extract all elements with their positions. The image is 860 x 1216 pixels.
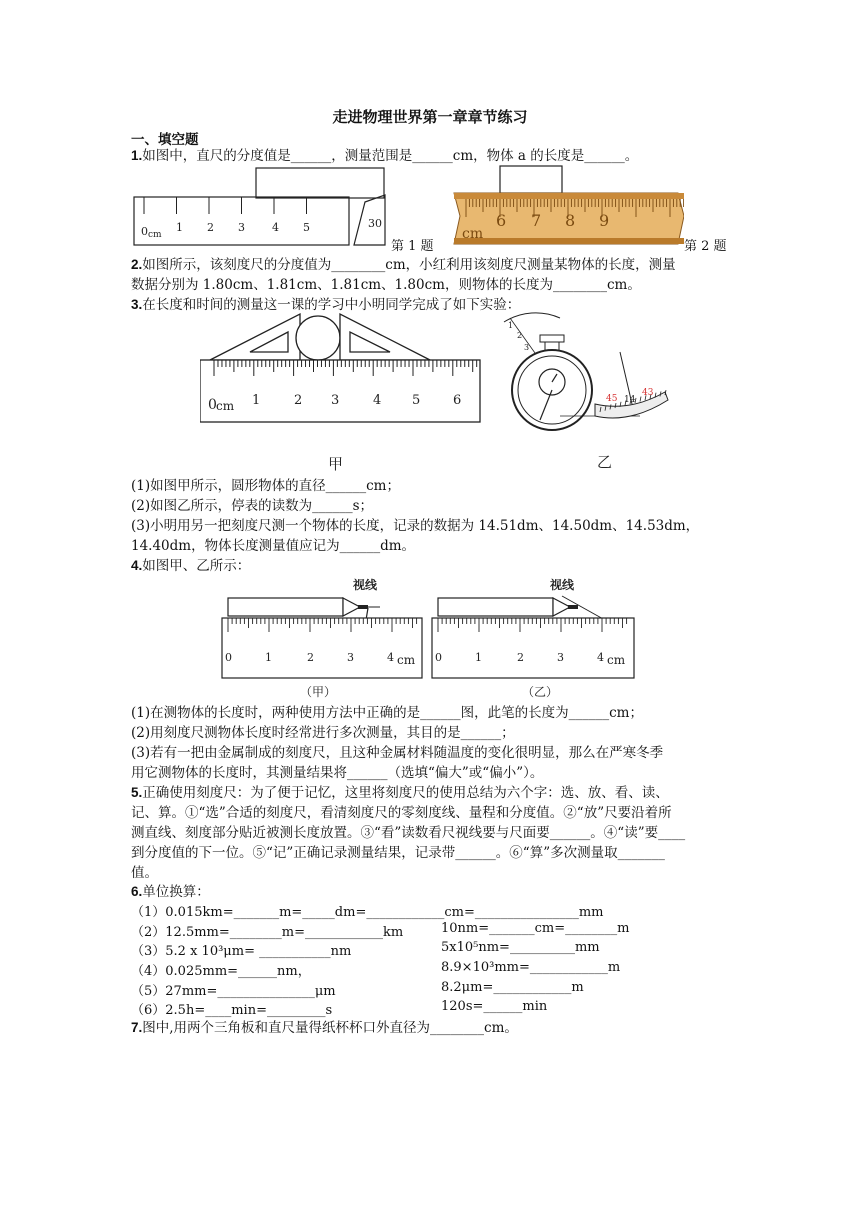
conv-row-3b: 5x10⁵nm=__________mm — [441, 940, 600, 955]
q3-sub3-line1: (3)小明用另一把刻度尺测一个物体的长度，记录的数据为 14.51dm、14.50dm、14.53dm， — [131, 518, 700, 534]
question-4: 4.如图甲、乙所示： — [131, 558, 251, 574]
q3-caption-yi: 乙 — [597, 453, 613, 471]
question-1: 1.如图中，直尺的分度值是______，测量范围是______cm，物体 a 的长度是______。 — [131, 148, 639, 164]
q3-sub1: (1)如图甲所示，圆形物体的直径______cm； — [131, 478, 400, 494]
conv-row-6b: 120s=______min — [441, 999, 548, 1014]
watch-big-label-43: 43 — [642, 388, 654, 398]
ruler1-label-0: 0 — [141, 225, 148, 238]
conv-row-4b: 8.9×10³mm=____________m — [441, 960, 621, 975]
watch-small-label-1: 1 — [508, 321, 514, 330]
q4j-label-1: 1 — [265, 651, 272, 664]
ruler2-unit: cm — [462, 226, 484, 242]
q3-sub2: (2)如图乙所示，停表的读数为______s； — [131, 498, 374, 514]
q3-sub3-line2: 14.40dm，物体长度测量值应记为______dm。 — [131, 538, 416, 554]
question-2-line2: 数据分别为 1.80cm、1.81cm、1.81cm、1.80cm，则物体的长度为________cm。 — [131, 277, 641, 293]
ruler1-unit: cm — [148, 230, 162, 240]
conv-row-6a: （6）2.5h=____min=_________s — [131, 1003, 333, 1018]
fig1-caption: 第 1 题 — [391, 239, 434, 254]
q3-ruler-figure-jia — [200, 312, 485, 472]
q3-ruler-label-3: 3 — [331, 393, 340, 408]
q4j-label-3: 3 — [347, 651, 354, 664]
ruler1-label-2: 2 — [207, 221, 214, 234]
q4j-label-4: 4 — [387, 651, 394, 664]
q4-sub1: (1)在测物体的长度时，两种使用方法中正确的是______图，此笔的长度为______cm； — [131, 705, 643, 721]
q4-sub3-line1: (3)若有一把由金属制成的刻度尺，且这种金属材料随温度的变化很明显，那么在严寒冬季 — [131, 745, 664, 761]
q4-sight-label-yi: 视线 — [550, 578, 575, 592]
ruler1-label-5: 5 — [303, 221, 310, 234]
q4y-label-2: 2 — [517, 651, 524, 664]
q3-ruler-label-0: 0 — [208, 397, 217, 413]
question-3: 3.在长度和时间的测量这一课的学习中小明同学完成了如下实验： — [131, 297, 521, 313]
q3-stopwatch-figure-yi — [500, 312, 675, 472]
ruler2-label-7: 7 — [531, 211, 542, 230]
q4-caption-jia: （甲） — [300, 685, 337, 699]
question-5-line3: 测直线、刻度部分贴近被测长度放置。③“看”读数看尺视线要与尺面要______。④“读”要____ — [131, 825, 686, 841]
ruler1-side-label: 30 — [368, 217, 382, 230]
conv-row-5a: （5）27mm=_______________μm — [131, 984, 336, 999]
q4y-unit: cm — [607, 653, 626, 667]
q4j-unit: cm — [397, 653, 416, 667]
conv-row-5b: 8.2μm=____________m — [441, 980, 584, 995]
q3-ruler-label-6: 6 — [453, 393, 462, 408]
question-2-line1: 2.如图所示，该刻度尺的分度值为________cm，小红利用该刻度尺测量某物体的长度，测量 — [131, 257, 676, 273]
question-5-line5: 值。 — [131, 865, 158, 881]
q3-ruler-label-4: 4 — [373, 393, 382, 408]
conv-row-2a: （2）12.5mm=________m=____________km — [131, 925, 404, 940]
question-6: 6.单位换算： — [131, 884, 210, 900]
q1-ruler-figure — [132, 166, 392, 250]
conv-row-3a: （3）5.2 x 10³μm= ___________nm — [131, 944, 352, 959]
question-5-line2: 记、算。①“选”合适的刻度尺，看清刻度尺的零刻度线、量程和分度值。②“放”尺要沿着所 — [131, 805, 672, 821]
q4y-label-0: 0 — [435, 651, 442, 664]
q4-sub2: (2)用刻度尺测物体长度时经常进行多次测量，其目的是______； — [131, 725, 515, 741]
ruler2-label-9: 9 — [599, 211, 610, 230]
q2-wooden-ruler-figure — [452, 164, 684, 250]
conv-row-2b: 10nm=_______cm=________m — [441, 921, 630, 936]
conv-row-1: （1）0.015km=_______m=_____dm=____________cm=________________mm — [131, 905, 604, 920]
q3-ruler-label-5: 5 — [412, 393, 421, 408]
q4-sub3-line2: 用它测物体的长度时，其测量结果将______（选填“偏大”或“偏小”）。 — [131, 765, 544, 781]
q4y-label-3: 3 — [557, 651, 564, 664]
ruler1-label-1: 1 — [176, 221, 183, 234]
watch-small-label-3: 3 — [524, 343, 530, 352]
q4-sight-label-jia: 视线 — [353, 578, 378, 592]
page-title: 走进物理世界第一章章节练习 — [332, 108, 528, 126]
question-5-line4: 到分度值的下一位。⑤“记”正确记录测量结果，记录带______。⑥“算”多次测量取_______ — [131, 845, 665, 861]
watch-small-label-2: 2 — [517, 331, 523, 340]
ruler2-label-8: 8 — [565, 211, 576, 230]
q4-ruler-figure-jia — [220, 574, 430, 702]
question-5-line1: 5.正确使用刻度尺：为了便于记忆，这里将刻度尺的使用总结为六个字：选、放、看、读、 — [131, 785, 669, 801]
ruler2-label-6: 6 — [496, 211, 507, 230]
q4j-label-0: 0 — [225, 651, 232, 664]
q4y-label-4: 4 — [597, 651, 604, 664]
q3-ruler-label-1: 1 — [252, 393, 261, 408]
q4-ruler-figure-yi — [430, 574, 650, 702]
question-7: 7.图中,用两个三角板和直尺量得纸杯杯口外直径为________cm。 — [131, 1020, 518, 1036]
watch-big-label-14: 14 — [624, 395, 636, 405]
q3-caption-jia: 甲 — [328, 455, 344, 472]
ruler1-label-4: 4 — [272, 221, 279, 234]
watch-big-label-45: 45 — [606, 394, 618, 404]
q4y-label-1: 1 — [475, 651, 482, 664]
conv-row-4a: （4）0.025mm=______nm， — [131, 964, 311, 979]
q3-ruler-unit: cm — [216, 399, 235, 413]
q4-caption-yi: （乙） — [522, 685, 559, 699]
fig2-caption: 第 2 题 — [684, 239, 727, 254]
q3-ruler-label-2: 2 — [294, 393, 303, 408]
section-heading: 一、填空题 — [131, 132, 199, 148]
q4j-label-2: 2 — [307, 651, 314, 664]
ruler1-label-3: 3 — [238, 221, 245, 234]
